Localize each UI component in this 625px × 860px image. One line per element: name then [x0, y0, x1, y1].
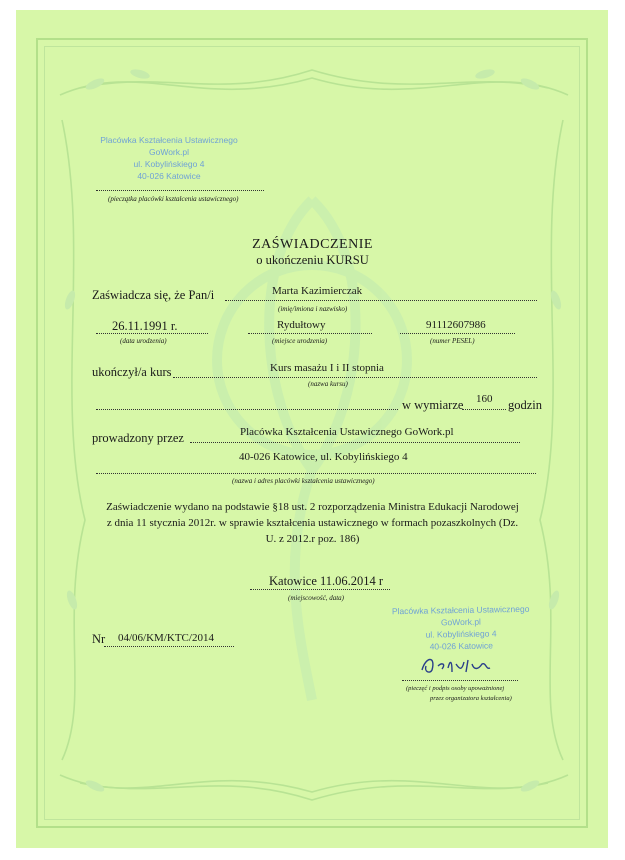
stamp-line: 40-026 Katowice	[429, 640, 494, 652]
legal-line-2: z dnia 11 stycznia 2012r. w sprawie kształcenia ustawicznego w formach pozaszkolnych (Dz.	[106, 517, 519, 529]
organizer-address-line	[96, 473, 536, 474]
signature-image	[416, 652, 496, 678]
organizer-address: 40-026 Katowice, ul. Kobylińskiego 4	[239, 451, 408, 463]
person-name: Marta Kazimierczak	[272, 285, 363, 297]
birth-date-dotted-line	[96, 333, 208, 334]
birth-place-caption: (miejsce urodzenia)	[272, 337, 328, 345]
pesel-caption: (numer PESEL)	[430, 337, 475, 345]
pesel-dotted-line	[400, 333, 515, 334]
hours-unit: godzin	[508, 398, 543, 412]
organizer-name: Placówka Kształcenia Ustawicznego GoWork.pl	[240, 426, 454, 438]
stamp-line: GoWork.pl	[440, 616, 481, 628]
legal-line-1: Zaświadczenie wydano na podstawie §18 ust. 2 rozporządzenia Ministra Edukacji Narodowej	[106, 501, 519, 513]
organizer-dotted-line	[190, 442, 520, 443]
stamp-dotted-line	[96, 190, 264, 191]
number-dotted-line	[104, 646, 234, 647]
stamp-line: ul. Kobylińskiego 4	[425, 628, 497, 640]
signature-dotted-line	[402, 680, 518, 681]
number-value: 04/06/KM/KTC/2014	[118, 632, 214, 644]
course-name-caption: (nazwa kursu)	[308, 380, 348, 388]
hours-dotted-line	[462, 409, 506, 410]
legal-line-3: U. z 2012.r poz. 186)	[265, 533, 360, 545]
birth-place: Rydułtowy	[277, 319, 326, 331]
signature-caption-1: (pieczęć i podpis osoby upoważnionej	[406, 685, 505, 692]
birth-place-dotted-line	[248, 333, 372, 334]
person-intro: Zaświadcza się, że Pan/i	[92, 288, 215, 302]
course-intro: ukończył/a kurs	[92, 365, 172, 379]
issuer-stamp-top	[94, 134, 244, 182]
stamp-caption: (pieczątka placówki kształcenia ustawicznego)	[108, 195, 239, 203]
hours-value: 160	[476, 393, 493, 405]
birth-date: 26.11.1991 r.	[112, 319, 178, 333]
course-continuation-line	[96, 409, 398, 410]
place-date-caption: (miejscowość, data)	[288, 594, 344, 602]
place-date: Katowice 11.06.2014 r	[269, 574, 384, 588]
place-date-dotted-line	[250, 589, 390, 590]
course-name: Kurs masażu I i II stopnia	[270, 362, 384, 374]
signature-caption-2: przez organizatora kształcenia)	[430, 695, 512, 702]
stamp-line: ul. Kobylińskiego 4	[133, 159, 205, 169]
hours-label: w wymiarze	[402, 398, 464, 412]
organizer-caption: (nazwa i adres placówki kształcenia ustawicznego)	[232, 477, 375, 485]
certificate-title: ZAŚWIADCZENIE	[252, 237, 373, 252]
pesel: 91112607986	[426, 319, 486, 331]
run-by-label: prowadzony przez	[92, 431, 184, 445]
issuer-stamp-bottom	[386, 603, 537, 654]
name-dotted-line	[225, 300, 537, 301]
person-name-caption: (imię/imiona i nazwisko)	[278, 305, 348, 313]
stamp-line: 40-026 Katowice	[137, 171, 201, 181]
stamp-line: GoWork.pl	[149, 147, 189, 157]
number-label: Nr	[92, 632, 106, 646]
course-dotted-line	[173, 377, 537, 378]
certificate-subtitle: o ukończeniu KURSU	[256, 253, 369, 267]
birth-date-caption: (data urodzenia)	[120, 337, 167, 345]
stamp-line: Placówka Kształcenia Ustawicznego	[391, 603, 530, 617]
stamp-line: Placówka Kształcenia Ustawicznego	[100, 135, 238, 145]
